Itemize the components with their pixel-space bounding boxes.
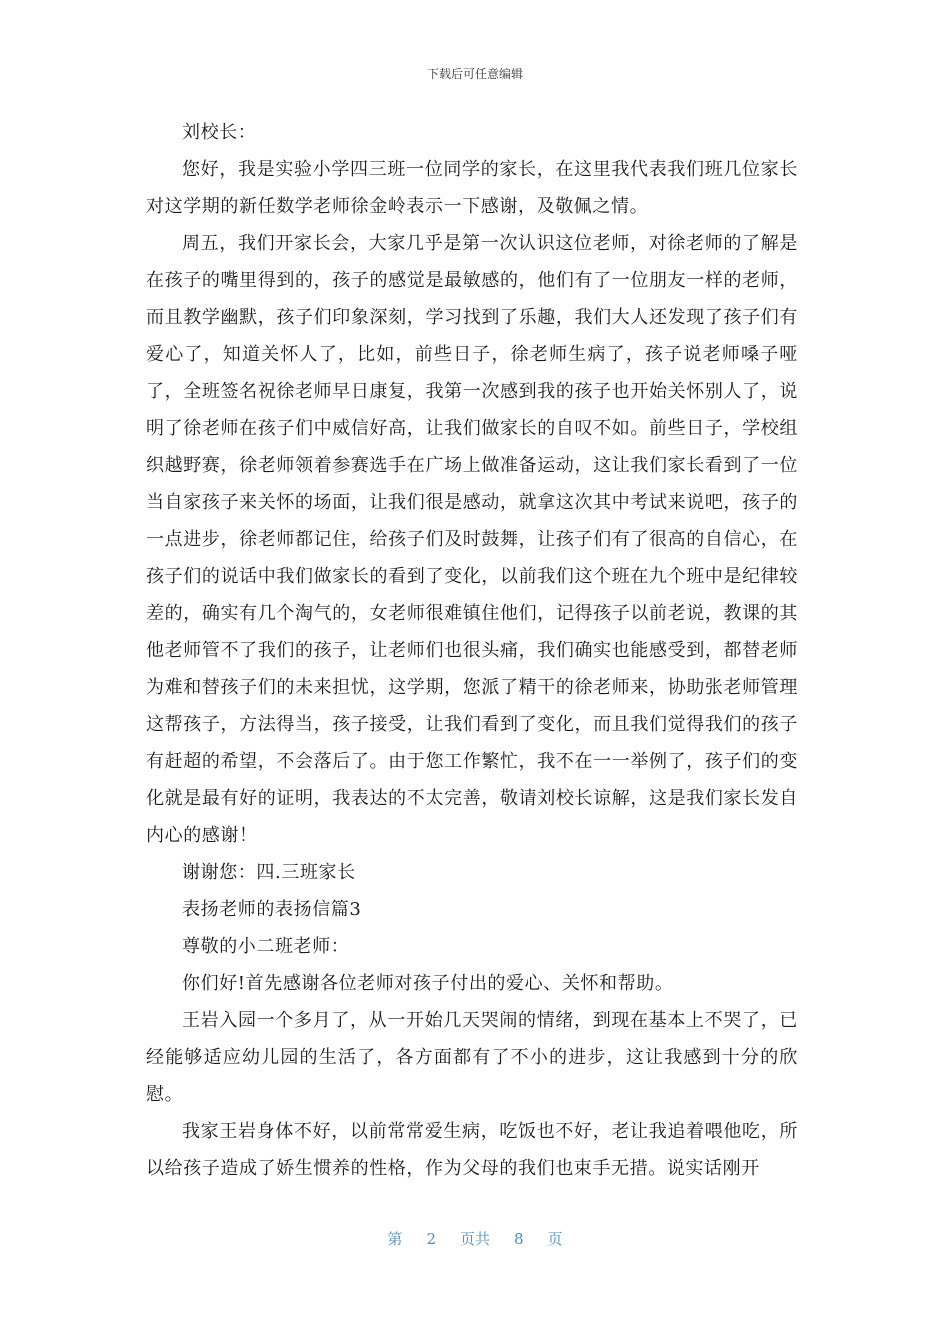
paragraph-progress: 王岩入园一个多月了，从一开始几天哭闹的情绪，到现在基本上不哭了，已经能够适应幼儿园的生活了，各方面都有了不小的进步，这让我感到十分的欣慰。 <box>146 1010 798 1105</box>
salutation: 刘校长： <box>182 122 257 143</box>
footer-suffix: 页 <box>547 1230 563 1248</box>
footer-middle: 页共 <box>459 1230 490 1248</box>
section-title: 表扬老师的表扬信篇3 <box>182 899 362 920</box>
paragraph-background: 我家王岩身体不好，以前常常爱生病，吃饭也不好，老让我追着喂他吃，所以给孩子造成了娇生惯养的性格，作为父母的我们也束手无措。说实话刚开 <box>146 1121 798 1179</box>
salutation-2: 尊敬的小二班老师： <box>182 936 350 957</box>
page-header: 下载后可任意编辑 <box>426 67 523 81</box>
paragraph-greeting: 您好，我是实验小学四三班一位同学的家长，在这里我代表我们班几位家长对这学期的新任数学老师徐金岭表示一下感谢，及敬佩之情。 <box>146 159 798 217</box>
footer-prefix: 第 <box>387 1230 403 1248</box>
signature-line: 谢谢您：四.三班家长 <box>182 862 356 883</box>
paragraph-thanks: 你们好!首先感谢各位老师对孩子付出的爱心、关怀和帮助。 <box>182 973 674 994</box>
footer-page-total: 8 <box>514 1230 524 1248</box>
document-body <box>146 114 798 1187</box>
page-footer <box>0 1229 950 1249</box>
paragraph-main: 周五，我们开家长会，大家几乎是第一次认识这位老师，对徐老师的了解是在孩子的嘴里得到的，孩子的感觉是最敏感的，他们有了一位朋友一样的老师，而且教学幽默，孩子们印象深刻，学习找到了乐趣，我们大人还发现了孩子们有爱心了，知道关怀人了，比如，前些日子，徐老师生病了，孩子说老师嗓子哑了，全班签名祝徐老师早日康复，我第一次感到我的孩子也开始关怀别人了，说明了徐老师在孩子们中威信好高，让我们做家长的自叹不如。前些日子，学校组织越野赛，徐老师领着参赛选手在广场上做准备运动，这让我们家长看到了一位当自家孩子来关怀的场面，让我们很是感动，就拿这次其中考试来说吧，孩子的一点进步，徐老师都记住，给孩子们及时鼓舞，让孩子们有了很高的自信心，在孩子们的说话中我们做家长的看到了变化，以前我们这个班在九个班中是纪律较差的，确实有几个淘气的，女老师很难镇住他们，记得孩子以前老说，教课的其他老师管不了我们的孩子，让老师们也很头痛，我们确实也能感受到，都替老师为难和替孩子们的未来担忧，这学期，您派了精干的徐老师来，协助张老师管理这帮孩子，方法得当，孩子接受，让我们看到了变化，而且我们觉得我们的孩子有赶超的希望，不会落后了。由于您工作繁忙，我不在一一举例了，孩子们的变化就是最有好的证明，我表达的不太完善，敬请刘校长谅解，这是我们家长发自内心的感谢！ <box>146 233 798 846</box>
footer-page-number: 2 <box>426 1230 436 1248</box>
